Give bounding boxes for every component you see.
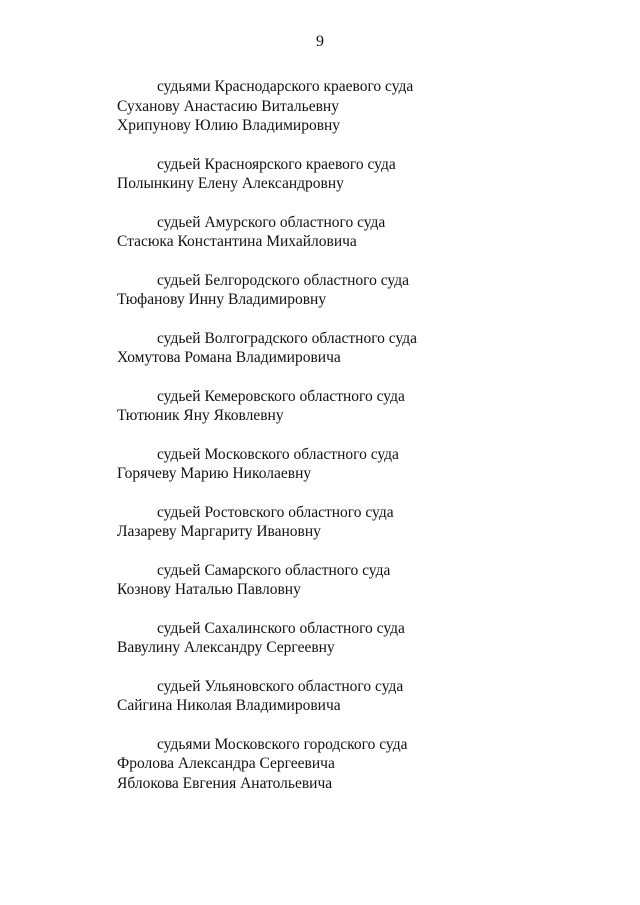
- appointment-entry: [117, 77, 557, 136]
- appointment-entry: [117, 619, 557, 658]
- court-title: судьей Волгоградского областного суда: [157, 329, 418, 347]
- appointment-entry: [117, 155, 557, 194]
- appointment-entry: [117, 503, 557, 542]
- person-name: Стасюка Константина Михайловича: [117, 233, 357, 250]
- appointment-entry: [117, 329, 557, 368]
- person-name: Вавулину Александру Сергеевну: [117, 639, 335, 656]
- appointment-entry: [117, 677, 557, 716]
- appointment-entry: [117, 213, 557, 252]
- court-title: судьей Сахалинского областного суда: [157, 619, 405, 637]
- court-title: судьями Краснодарского краевого суда: [157, 78, 414, 95]
- court-title: судьей Ростовского областного суда: [157, 503, 394, 521]
- person-name: Фролова Александра Сергеевича: [117, 755, 335, 772]
- court-title: судьей Амурского областного суда: [157, 213, 386, 231]
- person-name: Суханову Анастасию Витальевну: [117, 97, 339, 115]
- court-title: судьей Самарского областного суда: [157, 561, 391, 579]
- court-title: судьей Красноярского краевого суда: [157, 155, 396, 173]
- person-name: Хомутова Романа Владимировича: [117, 349, 341, 366]
- person-name: Полынкину Елену Александровну: [117, 175, 344, 192]
- appointment-entry: [117, 445, 557, 484]
- person-name: Горячеву Марию Николаевну: [117, 465, 312, 482]
- court-title: судьями Московского городского суда: [157, 735, 408, 753]
- court-title: судьей Кемеровского областного суда: [157, 387, 405, 405]
- person-name: Сайгина Николая Владимировича: [117, 697, 341, 714]
- person-name: Тюфанову Инну Владимировну: [117, 291, 327, 308]
- person-name: Лазареву Маргариту Ивановну: [117, 523, 321, 540]
- appointment-entry: [117, 561, 557, 600]
- appointment-entry: [117, 387, 557, 426]
- court-title: судьей Московского областного суда: [157, 445, 399, 463]
- court-title: судьей Белгородского областного суда: [157, 271, 409, 289]
- person-name: Хрипунову Юлию Владимировну: [117, 117, 341, 134]
- person-name: Кознову Наталью Павловну: [117, 581, 301, 598]
- person-name: Тютюник Яну Яковлевну: [117, 407, 284, 424]
- person-name: Яблокова Евгения Анатольевича: [117, 774, 333, 792]
- appointment-entry: [117, 735, 557, 794]
- appointment-list: [117, 77, 557, 812]
- court-title: судьей Ульяновского областного суда: [157, 677, 404, 695]
- page-number: 9: [316, 33, 324, 50]
- appointment-entry: [117, 271, 557, 310]
